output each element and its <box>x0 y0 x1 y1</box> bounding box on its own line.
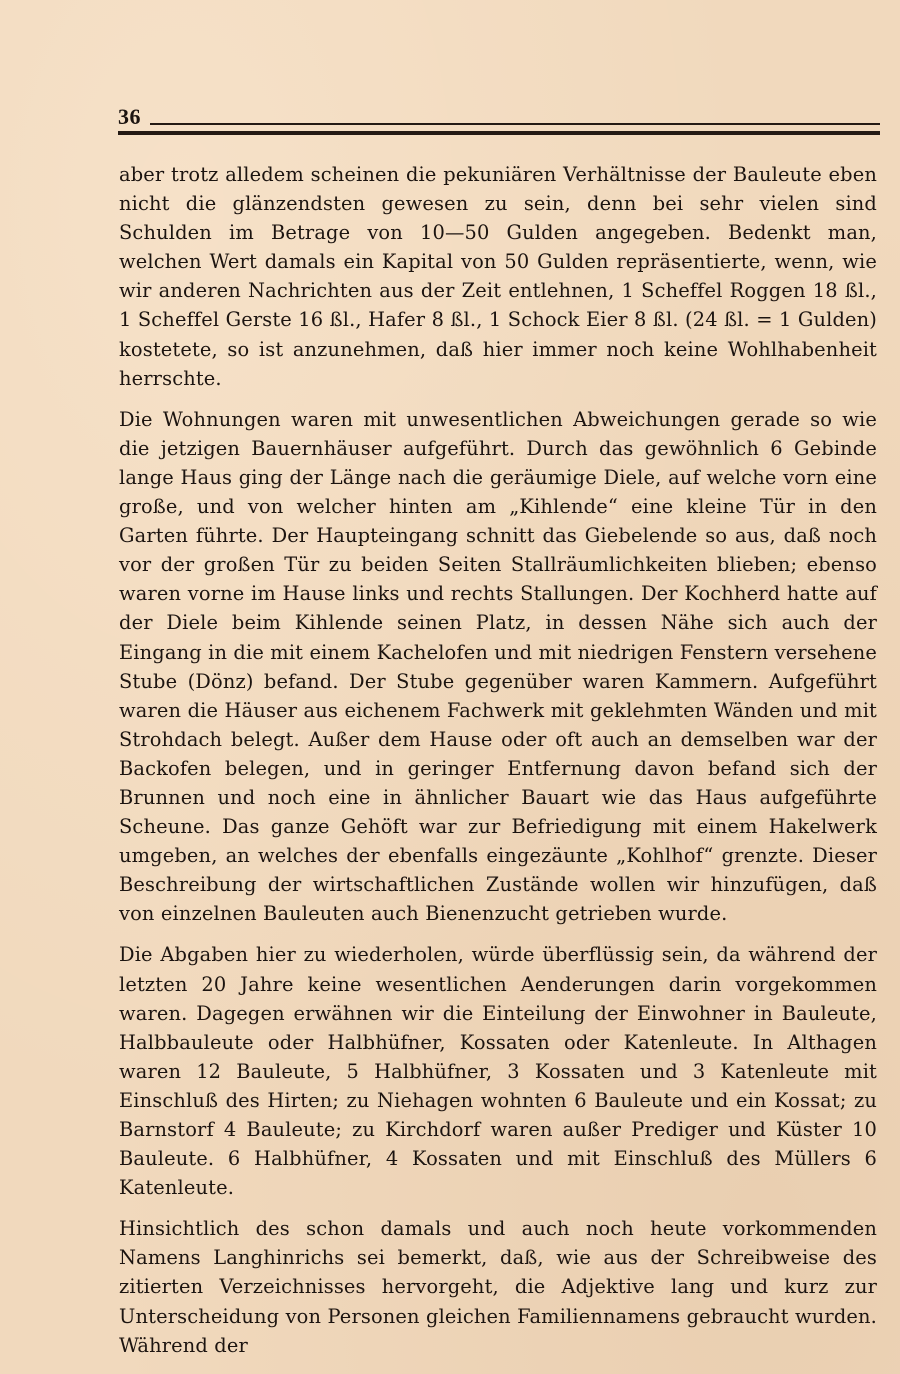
paragraph: Die Abgaben hier zu wiederholen, würde überflüssig sein, da während der letzten 20 Jahre keine wesentlichen Aenderungen darin vorgekommen waren. Dagegen erwähnen wir die Einteilung der Einwohner in Bauleute, Halbbauleute oder Halbhüfner, Kossaten oder Katenleute. In Althagen waren 12 Bauleute, 5 Halbhüfner, 3 Kossaten und 3 Katenleute mit Einschluß des Hirten; zu Niehagen wohnten 6 Bauleute und ein Kossat; zu Barnstorf 4 Bauleute; zu Kirchdorf waren außer Prediger und Küster 10 Bauleute. 6 Halbhüfner, 4 Kossaten und mit Einschluß des Müllers 6 Katenleute. <box>119 943 877 1200</box>
page-number: 36 <box>118 104 141 129</box>
paragraph: Die Wohnungen waren mit unwesentlichen Abweichungen gerade so wie die jetzigen Bauernhäuser aufgeführt. Durch das gewöhnlich 6 Gebinde lange Haus ging der Länge nach die geräumige Diele, auf welche vorn eine große, und von welcher hinten am „Kihlende“ eine kleine Tür in den Garten führte. Der Haupteingang schnitt das Giebelende so aus, daß noch vor der großen Tür zu beiden Seiten Stallräumlichkeiten blieben; ebenso waren vorne im Hause links und rechts Stallungen. Der Kochherd hatte auf der Diele beim Kihlende seinen Platz, in dessen Nähe sich auch der Eingang in die mit einem Kachelofen und mit niedrigen Fenstern versehene Stube (Dönz) befand. Der Stube gegenüber waren Kammern. Aufgeführt waren die Häuser aus eichenem Fachwerk mit geklehmten Wänden und mit Strohdach belegt. Außer dem Hause oder oft auch an demselben war der Backofen belegen, und in geringer Entfernung davon befand sich der Brunnen und noch eine in ähnlicher Bauart wie das Haus aufgeführte Scheune. Das ganze Gehöft war zur Befriedigung mit einem Hakelwerk umgeben, an welches der ebenfalls eingezäunte „Kohlhof“ grenzte. Dieser Beschreibung der wirtschaftlichen Zustände wollen wir hinzufügen, daß von einzelnen Bauleuten auch Bienenzucht getrieben wurde. <box>119 407 877 926</box>
header-rule-thick <box>118 131 880 135</box>
body-text <box>119 160 877 1360</box>
header-rule-thin <box>150 123 880 125</box>
paragraph: Hinsichtlich des schon damals und auch noch heute vorkommenden Namens Langhinrichs sei bemerkt, daß, wie aus der Schreibweise des zitierten Verzeichnisses hervorgeht, die Adjektive lang und kurz zur Unterscheidung von Personen gleichen Familiennamens gebraucht wurden. Während der <box>119 1217 877 1357</box>
paragraph: aber trotz alledem scheinen die pekuniären Verhältnisse der Bauleute eben nicht die glänzendsten gewesen zu sein, denn bei sehr vielen sind Schulden im Betrage von 10—50 Gulden angegeben. Bedenkt man, welchen Wert damals ein Kapital von 50 Gulden repräsentierte, wenn, wie wir anderen Nachrichten aus der Zeit entlehnen, 1 Scheffel Roggen 18 ßl., 1 Scheffel Gerste 16 ßl., Hafer 8 ßl., 1 Schock Eier 8 ßl. (24 ßl. = 1 Gulden) kostetete, so ist anzunehmen, daß hier immer noch keine Wohlhabenheit herrschte. <box>119 163 877 390</box>
page-header <box>118 98 880 138</box>
